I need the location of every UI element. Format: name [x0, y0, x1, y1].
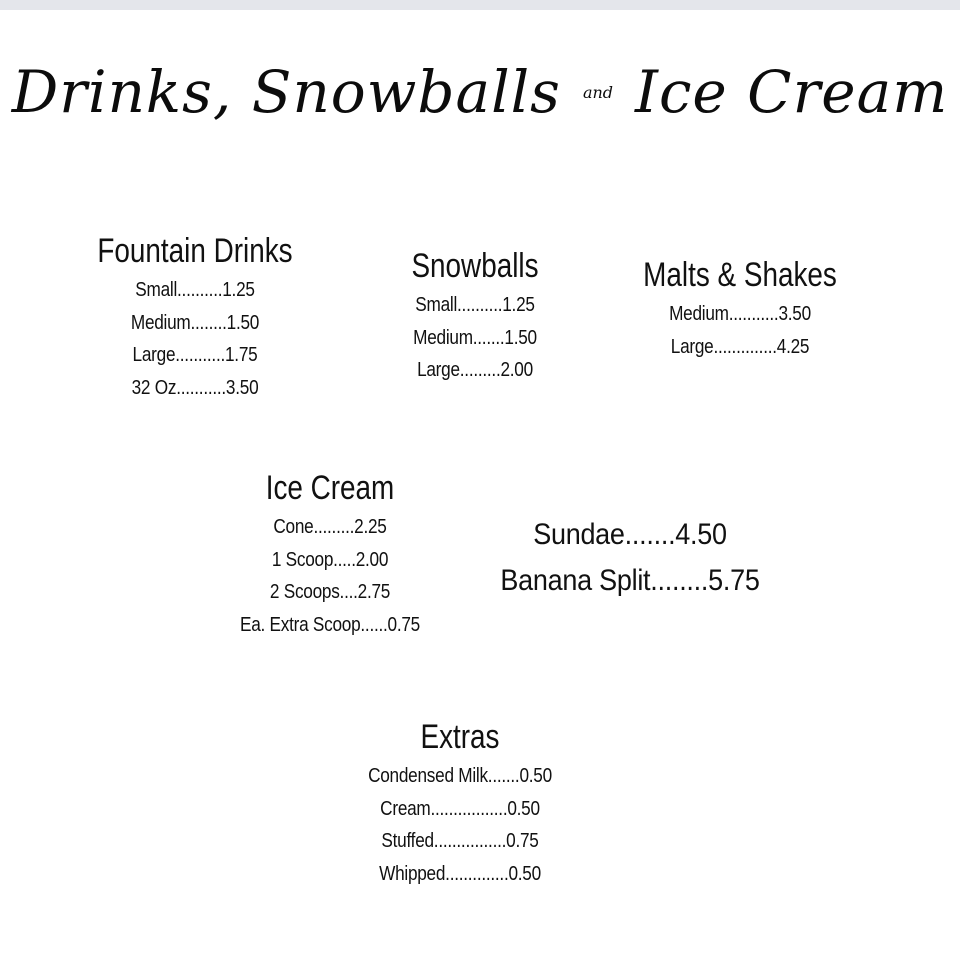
- menu-item: Condensed Milk.......0.50: [368, 765, 552, 787]
- menu-item: Medium.......1.50: [413, 326, 537, 349]
- menu-title: [0, 58, 960, 158]
- menu-item: Banana Split........5.75: [500, 564, 760, 597]
- section-ice-cream: [190, 465, 470, 641]
- section-malts-shakes: [600, 252, 880, 363]
- section-extras: [320, 714, 600, 890]
- title-part2: Ice Cream: [635, 58, 949, 126]
- menu-item: Whipped..............0.50: [379, 862, 541, 885]
- section-heading: Extras: [420, 718, 500, 756]
- menu-item: Medium...........3.50: [669, 303, 811, 325]
- top-bar: [0, 0, 960, 10]
- menu-item: Small..........1.25: [415, 294, 535, 316]
- section-sundaes: [460, 512, 800, 604]
- menu-item: 2 Scoops....2.75: [269, 581, 391, 603]
- menu-item: Small..........1.25: [135, 279, 255, 301]
- title-conjunction: and: [582, 82, 614, 102]
- menu-item: Cream.................0.50: [380, 797, 540, 820]
- section-heading: Malts & Shakes: [643, 256, 837, 294]
- section-heading: Snowballs: [411, 247, 539, 285]
- section-heading: Fountain Drinks: [97, 232, 293, 270]
- section-heading: Ice Cream: [265, 469, 395, 507]
- menu-item: Large...........1.75: [132, 344, 258, 366]
- menu-item: Stuffed................0.75: [381, 830, 539, 852]
- title-part1: Drinks, Snowballs: [11, 58, 561, 126]
- menu-item: 1 Scoop.....2.00: [271, 548, 389, 571]
- menu-item: Medium........1.50: [130, 311, 260, 334]
- menu-item: Large.........2.00: [417, 359, 533, 381]
- menu-item: Large..............4.25: [670, 335, 810, 358]
- menu-item: Cone.........2.25: [273, 516, 387, 538]
- menu-item: Ea. Extra Scoop......0.75: [239, 613, 420, 636]
- section-snowballs: [365, 243, 585, 387]
- menu-item: Sundae.......4.50: [533, 518, 727, 551]
- section-fountain-drinks: [60, 228, 330, 404]
- menu-item: 32 Oz...........3.50: [131, 376, 259, 399]
